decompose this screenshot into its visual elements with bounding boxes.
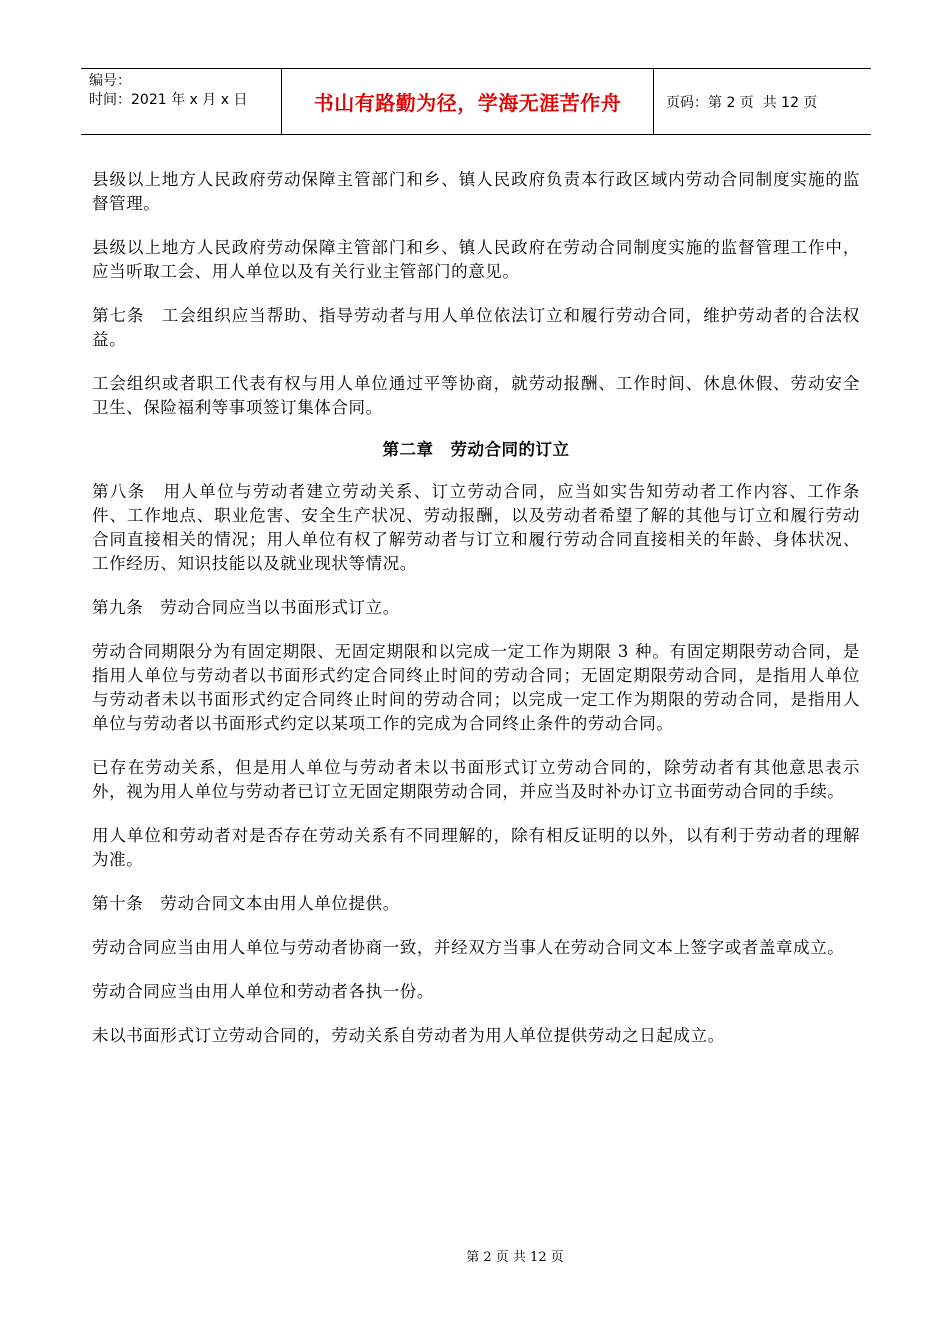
- page-header: [81, 68, 871, 135]
- paragraph: 劳动合同应当由用人单位与劳动者协商一致，并经双方当事人在劳动合同文本上签字或者盖章成立。: [92, 938, 845, 957]
- paragraph: 劳动合同期限分为有固定期限、无固定期限和以完成一定工作为期限 3 种。有固定期限劳动合同，是指用人单位与劳动者以书面形式约定合同终止时间的劳动合同；无固定期限劳动合同，是指用人单位与劳动者未以书面形式约定合同终止时间的劳动合同；以完成一定工作为期限的劳动合同，是指用人单位与劳动者以书面形式约定以某项工作的完成为合同终止条件的劳动合同。: [92, 642, 860, 733]
- paragraph: 未以书面形式订立劳动合同的，劳动关系自劳动者为用人单位提供劳动之日起成立。: [92, 1026, 725, 1045]
- paragraph: 县级以上地方人民政府劳动保障主管部门和乡、镇人民政府负责本行政区域内劳动合同制度实施的监督管理。: [92, 170, 860, 213]
- header-meta: [81, 69, 282, 134]
- paragraph: 已存在劳动关系，但是用人单位与劳动者未以书面形式订立劳动合同的，除劳动者有其他意思表示外，视为用人单位与劳动者已订立无固定期限劳动合同，并应当及时补办订立书面劳动合同的手续。: [92, 758, 860, 801]
- chapter-title: 第二章 劳动合同的订立: [382, 440, 570, 459]
- date-label: 时间：2021 年 x 月 x 日: [89, 92, 248, 108]
- page-info-text: 页码：第 2 页 共 12 页: [666, 94, 818, 111]
- header-page-info: [654, 69, 871, 134]
- paragraph-article-7: 第七条 工会组织应当帮助、指导劳动者与用人单位依法订立和履行劳动合同，维护劳动者的合法权益。: [92, 306, 860, 349]
- paragraph-article-10: 第十条 劳动合同文本由用人单位提供。: [92, 894, 400, 913]
- header-motto: 书山有路勤为径，学海无涯苦作舟: [282, 69, 654, 134]
- paragraph: 县级以上地方人民政府劳动保障主管部门和乡、镇人民政府在劳动合同制度实施的监督管理工作中，应当听取工会、用人单位以及有关行业主管部门的意见。: [92, 238, 860, 281]
- paragraph: 工会组织或者职工代表有权与用人单位通过平等协商，就劳动报酬、工作时间、休息休假、劳动安全卫生、保险福利等事项签订集体合同。: [92, 374, 860, 417]
- paragraph: 劳动合同应当由用人单位和劳动者各执一份。: [92, 982, 434, 1001]
- paragraph-article-9: 第九条 劳动合同应当以书面形式订立。: [92, 598, 400, 617]
- document-body: [92, 168, 860, 1068]
- number-label: 编号：: [89, 73, 131, 89]
- page-footer: 第 2 页 共 12 页: [466, 1250, 564, 1265]
- paragraph-article-8: 第八条 用人单位与劳动者建立劳动关系、订立劳动合同，应当如实告知劳动者工作内容、工作条件、工作地点、职业危害、安全生产状况、劳动报酬，以及劳动者希望了解的其他与订立和履行劳动合同直接相关的情况；用人单位有权了解劳动者与订立和履行劳动合同直接相关的年龄、身体状况、工作经历、知识技能以及就业现状等情况。: [92, 482, 860, 573]
- paragraph: 用人单位和劳动者对是否存在劳动关系有不同理解的，除有相反证明的以外，以有利于劳动者的理解为准。: [92, 826, 860, 869]
